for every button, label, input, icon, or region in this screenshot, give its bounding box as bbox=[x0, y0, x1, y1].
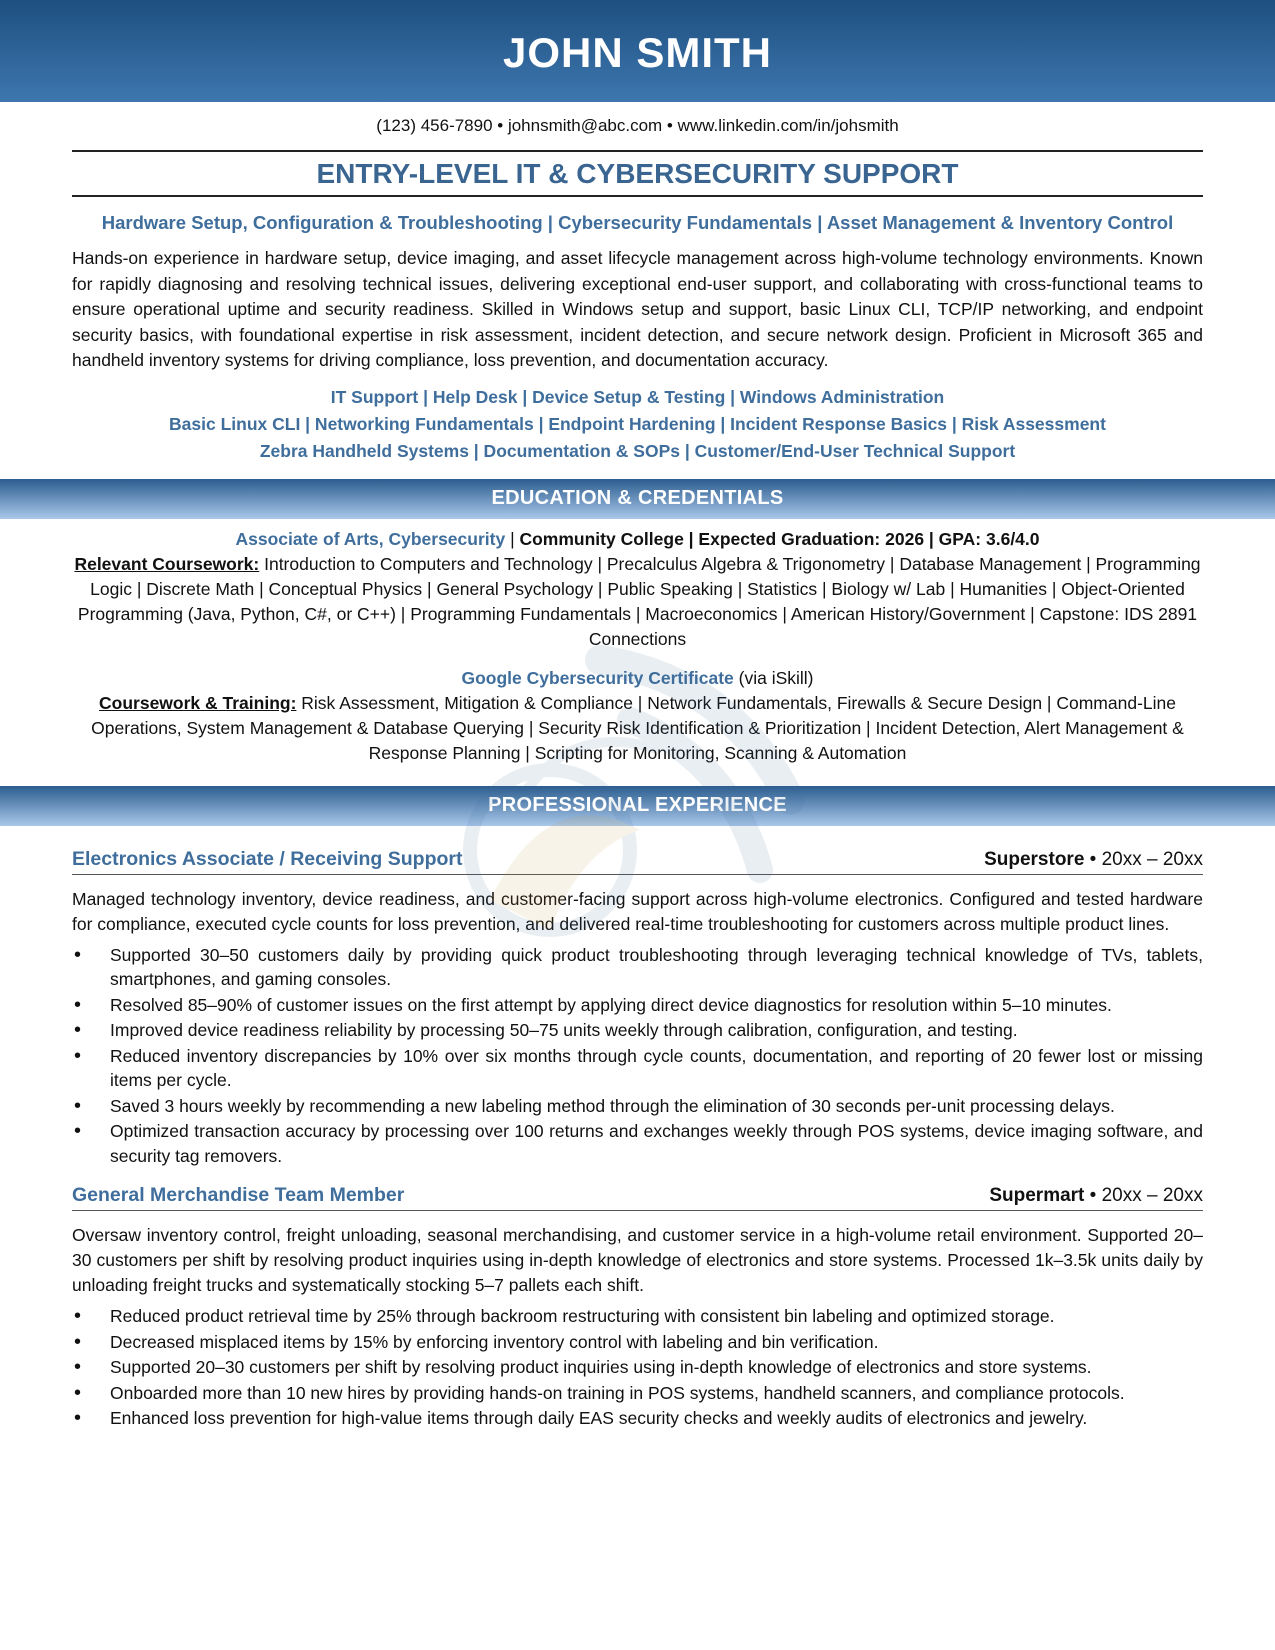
degree-separator: | bbox=[505, 528, 520, 549]
bullet-item: • Reduced inventory discrepancies by 10% over six months through cycle counts, documentation, and reporting of 20 fewer lost or missing items per cycle. bbox=[72, 1044, 1203, 1093]
top-content bbox=[72, 150, 1203, 465]
bullet-item: • Enhanced loss prevention for high-value items through daily EAS security checks and weekly audits of electronics and jewelry. bbox=[72, 1406, 1203, 1431]
job-dates: • 20xx – 20xx bbox=[1084, 1185, 1203, 1206]
job-company: Superstore bbox=[984, 848, 1085, 870]
job-company-dates bbox=[989, 1185, 1203, 1207]
skills-line: IT Support | Help Desk | Device Setup & Testing | Windows Administration bbox=[330, 386, 945, 407]
skills-block bbox=[72, 384, 1203, 465]
job-header bbox=[72, 1184, 1203, 1211]
experience-section bbox=[72, 848, 1203, 1431]
coursework-list: Introduction to Computers and Technology | Precalculus Algebra & Trigonometry | Database Management | Programming Logic | Discrete Math | Conceptual Physics | General Psychology | Public Speaking | Statistics | Biology w/ Lab | Humanities | Object-Oriented Programming (Java, Python, C#, or C++) | Programming Fundamentals | Macroeconomics | American History/Government | Capstone: IDS 2891 Connections bbox=[77, 553, 1201, 649]
bullet-item: • Saved 3 hours weekly by recommending a new labeling method through the elimination of 30 seconds per-unit processing delays. bbox=[72, 1094, 1203, 1119]
job-title: Electronics Associate / Receiving Support bbox=[72, 847, 463, 870]
title-band bbox=[72, 150, 1203, 197]
skills-line: Basic Linux CLI | Networking Fundamentals | Endpoint Hardening | Incident Response Basics | Risk Assessment bbox=[169, 413, 1106, 434]
bullet-item: • Decreased misplaced items by 15% by enforcing inventory control with labeling and bin verification. bbox=[72, 1330, 1203, 1355]
experience-heading-band bbox=[0, 786, 1275, 826]
coursework-label: Relevant Coursework: bbox=[74, 553, 260, 574]
job-description: Oversaw inventory control, freight unloading, seasonal merchandising, and customer service in a high-volume retail environment. Supported 20–30 customers per shift by resolving product inquiries using in-depth knowledge of electronics and store systems. Processed 1k–3.5k units daily by unloading freight trucks and systematically stocking 5–7 pallets each shift. bbox=[72, 1225, 1203, 1295]
certificate-source: (via iSkill) bbox=[733, 667, 814, 688]
bullet-item: • Improved device readiness reliability by processing 50–75 units weekly through calibration, configuration, and testing. bbox=[72, 1018, 1203, 1043]
experience-heading: PROFESSIONAL EXPERIENCE bbox=[488, 794, 787, 816]
job-bullets bbox=[72, 1304, 1203, 1431]
summary-paragraph: Hands-on experience in hardware setup, device imaging, and asset lifecycle management across high-volume technology environments. Known for rapidly diagnosing and resolving technical issues, delivering exceptional end-user support, and collaborating with cross-functional teams to ensure operational uptime and security readiness. Skilled in Windows setup and support, basic Linux CLI, TCP/IP networking, and endpoint security basics, with foundational expertise in risk assessment, incident detection, and secure network design. Proficient in Microsoft 365 and handheld inventory systems for driving compliance, loss prevention, and documentation accuracy. bbox=[72, 248, 1203, 370]
training-list: Risk Assessment, Mitigation & Compliance | Network Fundamentals, Firewalls & Secure Design | Command-Line Operations, System Management & Database Querying | Security Risk Identification & Prioritization | Incident Detection, Alert Management & Response Planning | Scripting for Monitoring, Scanning & Automation bbox=[91, 692, 1184, 763]
job-bullets bbox=[72, 943, 1203, 1169]
job-company: Supermart bbox=[989, 1185, 1085, 1206]
bullet-item: • Onboarded more than 10 new hires by providing hands-on training in POS systems, handheld scanners, and compliance protocols. bbox=[72, 1381, 1203, 1406]
job-header bbox=[72, 848, 1203, 875]
candidate-name: JOHN SMITH bbox=[502, 29, 772, 76]
degree-name: Associate of Arts, Cybersecurity bbox=[235, 528, 506, 549]
bullet-item: • Reduced product retrieval time by 25% through backroom restructuring with consistent bin labeling and optimized storage. bbox=[72, 1304, 1203, 1329]
specialties-line: Hardware Setup, Configuration & Troubleshooting | Cybersecurity Fundamentals | Asset Management & Inventory Control bbox=[101, 212, 1174, 233]
job-company-dates bbox=[984, 849, 1203, 871]
degree-details: Community College | Expected Graduation: 2026 | GPA: 3.6/4.0 bbox=[519, 528, 1040, 549]
bullet-item: • Supported 20–30 customers per shift by resolving product inquiries using in-depth knowledge of electronics and store systems. bbox=[72, 1355, 1203, 1380]
bullet-item: • Optimized transaction accuracy by processing over 100 returns and exchanges weekly through POS systems, device imaging software, and security tag removers. bbox=[72, 1119, 1203, 1168]
job-description: Managed technology inventory, device readiness, and customer-facing support across high-volume electronics. Configured and tested hardware for compliance, executed cycle counts for loss prevention, and delivered real-time troubleshooting for customers across multiple product lines. bbox=[72, 888, 1203, 934]
education-heading-band bbox=[0, 479, 1275, 519]
bullet-item: • Resolved 85–90% of customer issues on the first attempt by applying direct device diagnostics for resolution within 5–10 minutes. bbox=[72, 993, 1203, 1018]
header-banner bbox=[0, 0, 1275, 102]
skills-line: Zebra Handheld Systems | Documentation & SOPs | Customer/End-User Technical Support bbox=[259, 440, 1016, 461]
job-title: General Merchandise Team Member bbox=[72, 1184, 405, 1206]
coursework-paragraph bbox=[72, 552, 1203, 652]
job-dates: • 20xx – 20xx bbox=[1084, 848, 1203, 870]
education-section bbox=[72, 527, 1203, 766]
training-paragraph bbox=[72, 691, 1203, 766]
bullet-item: • Supported 30–50 customers daily by providing quick product troubleshooting through leveraging technical knowledge of TVs, tablets, smartphones, and gaming consoles. bbox=[72, 943, 1203, 992]
certificate-name: Google Cybersecurity Certificate bbox=[461, 667, 734, 688]
resume-title: ENTRY-LEVEL IT & CYBERSECURITY SUPPORT bbox=[316, 158, 959, 189]
certificate-line bbox=[72, 666, 1203, 691]
training-label: Coursework & Training: bbox=[99, 692, 297, 713]
degree-line bbox=[72, 527, 1203, 552]
education-heading: EDUCATION & CREDENTIALS bbox=[491, 487, 784, 509]
contact-info: (123) 456-7890 • johnsmith@abc.com • www.linkedin.com/in/johsmith bbox=[376, 116, 899, 135]
